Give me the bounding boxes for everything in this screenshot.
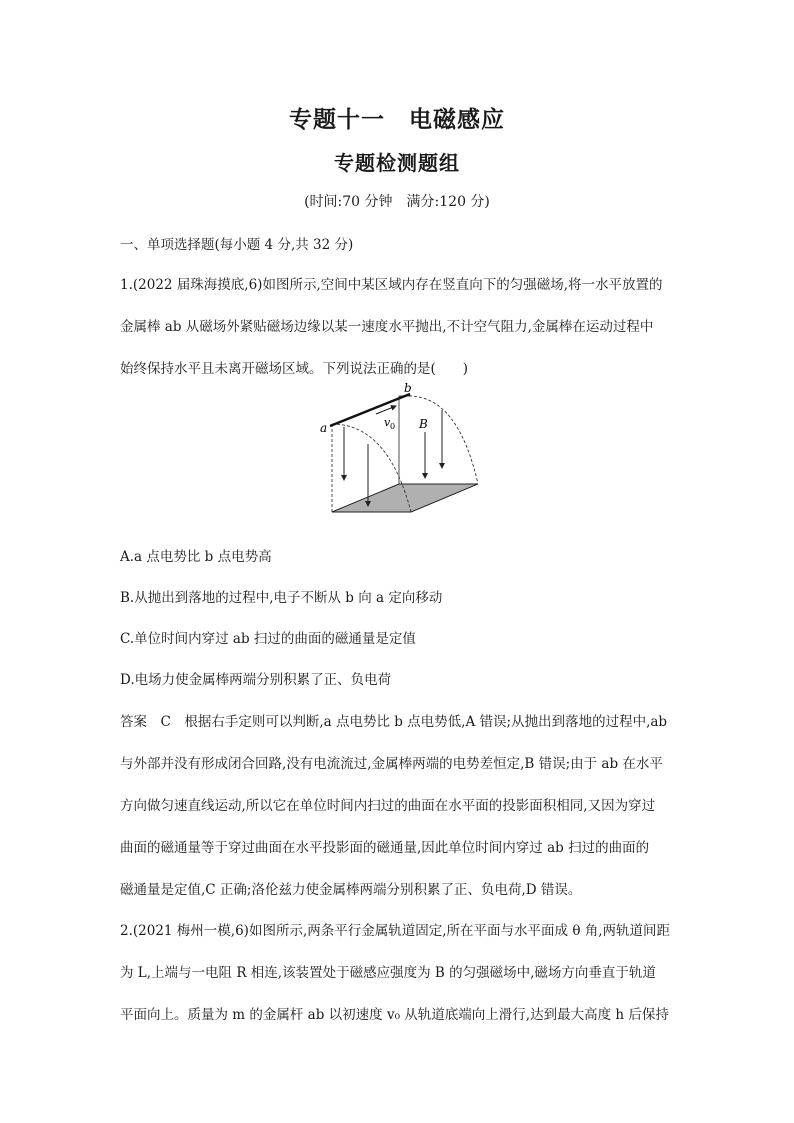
label-B: B (419, 417, 428, 431)
exam-meta: (时间:70 分钟 满分:120 分) (304, 194, 490, 210)
option-c: C.单位时间内穿过 ab 扫过的曲面的磁通量是定值 (120, 631, 416, 647)
answer-line: 方向做匀速直线运动,所以它在单位时间内扫过的曲面在水平面的投影面积相同,又因为穿过 (120, 798, 656, 814)
answer-line: 曲面的磁通量等于穿过曲面在水平投影面的磁通量,因此单位时间内穿过 ab 扫过的曲面的 (120, 840, 650, 856)
question-1-line: 1.(2022 届珠海摸底,6)如图所示,空间中某区域内存在竖直向下的匀强磁场,将一水平放置的 (120, 277, 663, 293)
question-2-line: 为 L,上端与一电阻 R 相连,该装置处于磁感应强度为 B 的匀强磁场中,磁场方向垂直于轨道 (120, 965, 656, 981)
section-heading: 一、单项选择题(每小题 4 分,共 32 分) (120, 237, 354, 253)
answer-line: 与外部并没有形成闭合回路,没有电流流过,金属棒两端的电势差恒定,B 错误;由于 ab 在水平 (120, 756, 663, 772)
answer-line: 答案 C 根据右手定则可以判断,a 点电势比 b 点电势低,A 错误;从抛出到落地的过程中,ab (120, 714, 668, 730)
page-title: 专题十一 电磁感应 (289, 107, 505, 133)
answer-line: 磁通量是定值,C 正确;洛伦兹力使金属棒两端分别积累了正、负电荷,D 错误。 (120, 882, 582, 898)
label-v: v (384, 416, 391, 429)
option-b: B.从抛出到落地的过程中,电子不断从 b 向 a 定向移动 (120, 590, 443, 606)
magnetic-field-figure (318, 382, 478, 530)
ground-plane (332, 484, 478, 512)
label-v-subscript: 0 (390, 422, 396, 431)
label-b: b (404, 382, 412, 395)
question-1-line: 始终保持水平且未离开磁场区域。下列说法正确的是( ) (120, 361, 469, 377)
metal-rod-ab (330, 394, 410, 426)
label-a: a (320, 421, 328, 435)
question-1-line: 金属棒 ab 从磁场外紧贴磁场边缘以某一速度水平抛出,不计空气阻力,金属棒在运动过程中 (120, 319, 654, 335)
question-2-line: 平面向上。质量为 m 的金属杆 ab 以初速度 v₀ 从轨道底端向上滑行,达到最大高度 h 后保持 (120, 1007, 669, 1023)
page-subtitle: 专题检测题组 (334, 151, 460, 175)
option-d: D.电场力使金属棒两端分别积累了正、负电荷 (120, 672, 392, 688)
question-2-line: 2.(2021 梅州一模,6)如图所示,两条平行金属轨道固定,所在平面与水平面成 θ 角,两轨道间距 (120, 923, 671, 939)
option-a: A.a 点电势比 b 点电势高 (120, 549, 272, 565)
